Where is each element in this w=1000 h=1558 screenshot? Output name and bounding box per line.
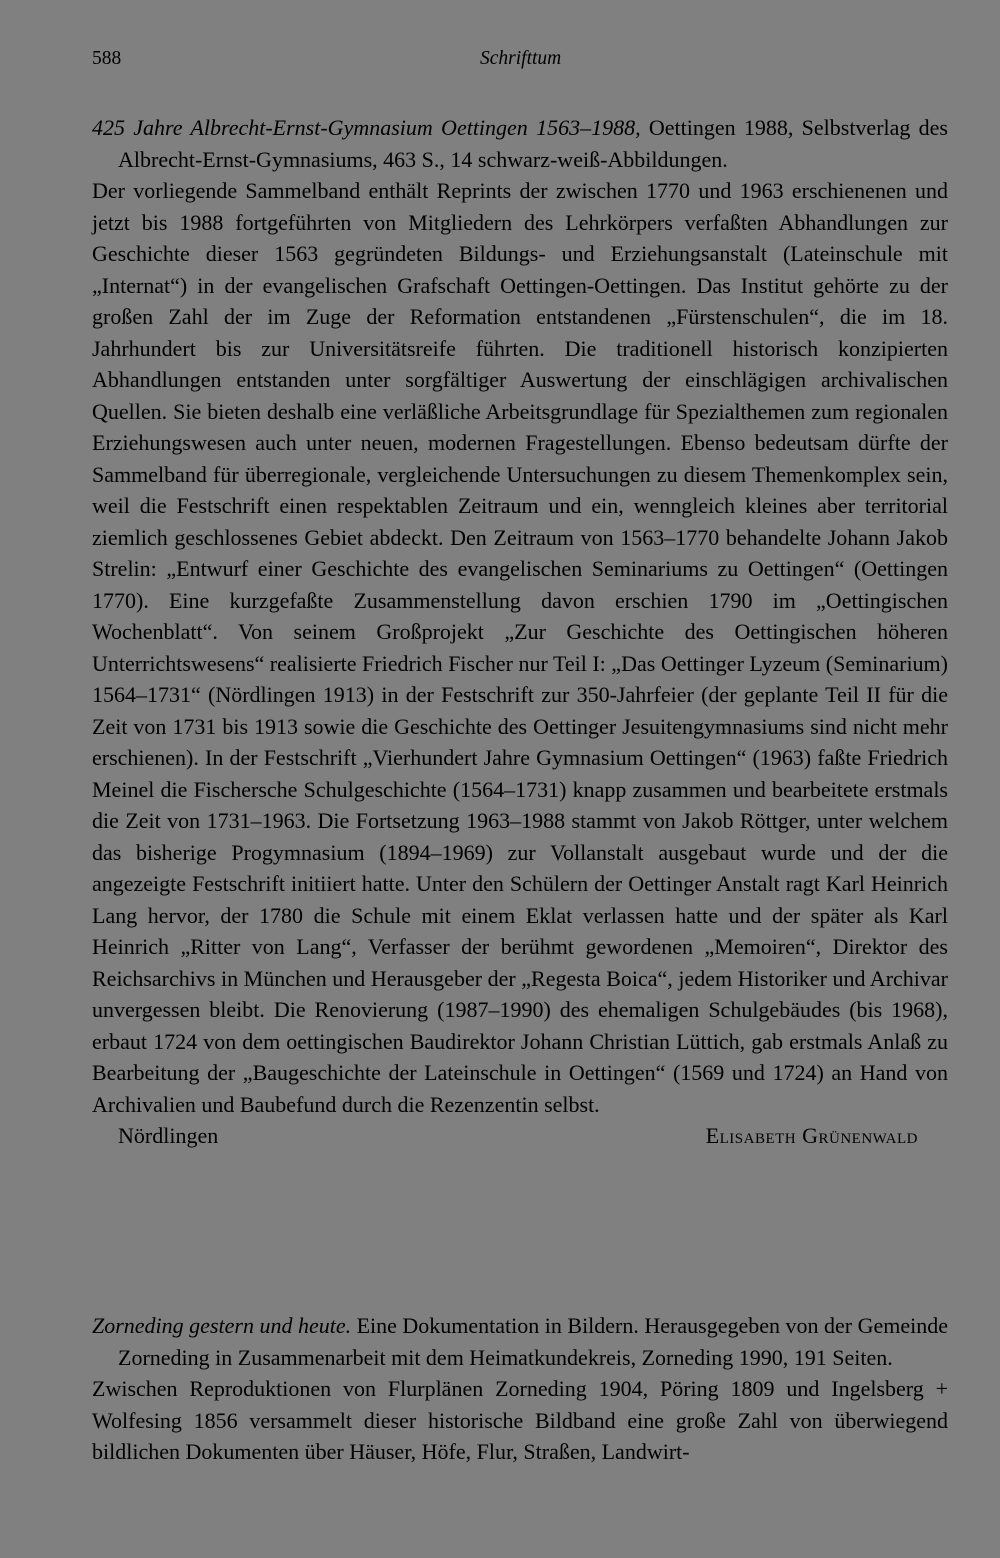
page-number: 588 — [92, 48, 122, 69]
book-title: 425 Jahre Albrecht-Ernst-Gymnasium Oettingen 1563–1988, — [92, 115, 641, 140]
review-signature — [92, 1120, 948, 1152]
review-body: Der vorliegende Sammelband enthält Reprints der zwischen 1770 und 1963 erschienenen und jetzt bis 1988 fortgeführten von Mitgliedern des Lehrkörpers verfaßten Abhandlungen zur Geschichte dieser 1563 gegründeten Bildungs- und Erziehungsanstalt (Lateinschule mit „Internat“) in der evangelischen Grafschaft Oettingen-Oettingen. Das Institut gehörte zu der großen Zahl der im Zuge der Reformation entstandenen „Fürstenschulen“, die im 18. Jahrhundert bis zur Universitätsreife führten. Die traditionell historisch konzipierten Abhandlungen entstanden unter sorgfältiger Auswertung der einschlägigen archivalischen Quellen. Sie bieten deshalb eine verläßliche Arbeitsgrundlage für Spezialthemen zum regionalen Erziehungswesen auch unter neuen, modernen Fragestellungen. Ebenso bedeutsam dürfte der Sammelband für überregionale, vergleichende Untersuchungen zu diesem Themenkomplex sein, weil die Festschrift einen respektablen Zeitraum und ein, wenngleich kleines aber territorial ziemlich geschlossenes Gebiet abdeckt. Den Zeitraum von 1563–1770 behandelte Johann Jakob Strelin: „Entwurf einer Geschichte des evangelischen Seminariums zu Oettingen“ (Oettingen 1770). Eine kurzgefaßte Zusammenstellung davon erschien 1790 im „Oettingischen Wochenblatt“. Von seinem Großprojekt „Zur Geschichte des Oettingischen höheren Unterrichtswesens“ realisierte Friedrich Fischer nur Teil I: „Das Oettinger Lyzeum (Seminarium) 1564–1731“ (Nördlingen 1913) in der Festschrift zur 350-Jahrfeier (der geplante Teil II für die Zeit von 1731 bis 1913 sowie die Geschichte des Oettinger Jesuitengymnasiums sind nicht mehr erschienen). In der Festschrift „Vierhundert Jahre Gymnasium Oettingen“ (1963) faßte Friedrich Meinel die Fischersche Schulgeschichte (1564–1731) knapp zusammen und bearbeitete erstmals die Zeit von 1731–1963. Die Fortsetzung 1963–1988 stammt von Jakob Röttger, unter welchem das bisherige Progymnasium (1894–1969) zur Vollanstalt ausgebaut wurde und der die angezeigte Festschrift initiiert hatte. Unter den Schülern der Oettinger Anstalt ragt Karl Heinrich Lang hervor, der 1780 die Schule mit einem Eklat verlassen hatte und der später als Karl Heinrich „Ritter von Lang“, Verfasser der berühmt gewordenen „Memoiren“, Direktor des Reichsarchivs in München und Herausgeber der „Regesta Boica“, jedem Historiker und Archivar unvergessen bleibt. Die Renovierung (1987–1990) des ehemaligen Schulgebäudes (bis 1968), erbaut 1724 von dem oettingischen Baudirektor Johann Christian Lüttich, gab erstmals Anlaß zu Bearbeitung der „Baugeschichte der Lateinschule in Oettingen“ (1569 und 1724) an Hand von Archivalien und Baubefund durch die Rezenzentin selbst. — [92, 178, 948, 1117]
book-title: Zorneding gestern und heute. — [92, 1313, 352, 1338]
review-entry-1 — [92, 112, 948, 1152]
running-title: Schrifttum — [480, 48, 562, 69]
bibliographic-reference — [92, 1310, 948, 1373]
review-place: Nördlingen — [118, 1123, 219, 1148]
review-body: Zwischen Reproduktionen von Flurplänen Zorneding 1904, Pöring 1809 und Ingelsberg + Wolfesing 1856 versammelt dieser historische Bildband eine große Zahl von überwiegend bildlichen Dokumenten über Häuser, Höfe, Flur, Straßen, Landwirt- — [92, 1376, 948, 1464]
review-author: Elisabeth Grünenwald — [705, 1123, 918, 1148]
publication-details: Oettingen 1988, Selbstverlag des Albrecht-Ernst-Gymnasiums, 463 S., 14 schwarz-weiß-Abbildungen. — [118, 115, 948, 172]
bibliographic-reference — [92, 112, 948, 175]
review-entry-2 — [92, 1310, 948, 1468]
publication-details: Eine Dokumentation in Bildern. Herausgegeben von der Gemeinde Zorneding in Zusammenarbeit mit dem Heimatkundekreis, Zorneding 1990, 191 Seiten. — [118, 1313, 948, 1370]
